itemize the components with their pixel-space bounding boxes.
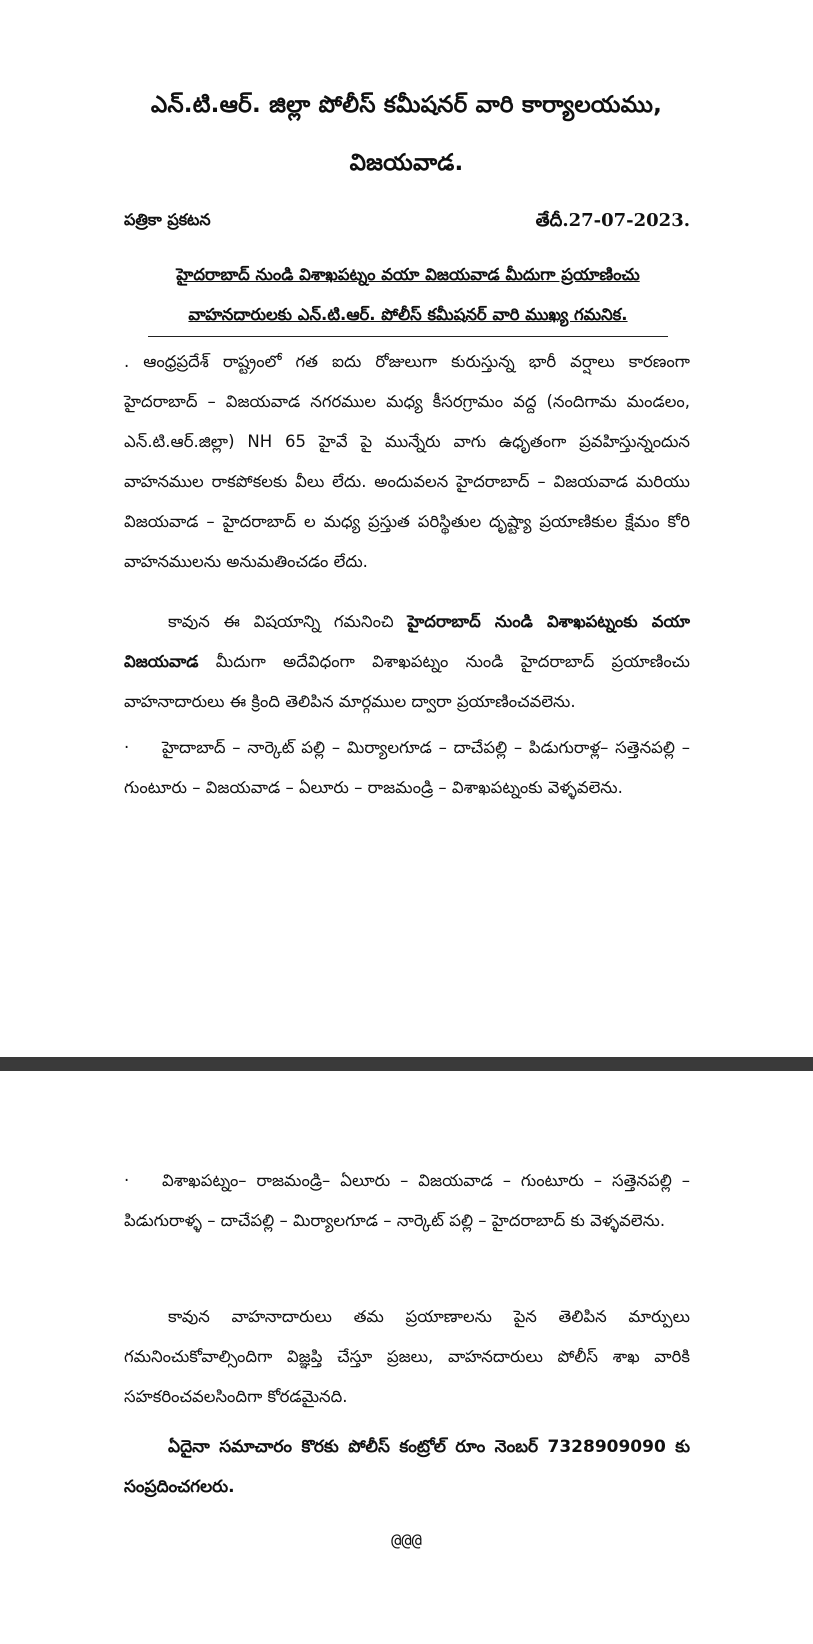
- paragraph-instruction-start: కావున ఈ విషయాన్ని గమనించి: [168, 612, 408, 631]
- paragraph-situation: . ఆంధ్రప్రదేశ్ రాష్ట్రంలో గత ఐదు రోజులుగా కురుస్తున్న భారీ వర్షాలు కారణంగా హైదరాబాద్ – విజయవాడ నగరముల మధ్య కీసరగ్రామం వద్ద (నందిగామ మండలం, ఎన్.టి.ఆర్.జిల్లా) NH 65 హైవే పై మున్నేరు వాగు ఉధృతంగా ప్రవహిస్తున్నందున వాహనముల రాకపోకలకు వీలు లేదు. అందువలన హైదరాబాద్ – విజయవాడ మరియు విజయవాడ – హైదరాబాద్ ల మధ్య ప్రస్తుత పరిస్థితుల దృష్ట్యా ప్రయాణికుల క్షేమం కోరి వాహనములను అనుమతించడం లేదు.: [124, 352, 690, 571]
- bullet-mark: ·: [124, 1171, 130, 1190]
- document-page-2: [0, 1071, 813, 1644]
- bullet-mark: ·: [124, 738, 130, 757]
- subject-line-1: హైదరాబాద్ నుండి విశాఖపట్నం వయా విజయవాడ మీదుగా ప్రయాణించు: [176, 265, 640, 284]
- paragraph-request: [124, 1297, 690, 1417]
- paragraph-request-text: కావున వాహనాదారులు తమ ప్రయాణాలను పైన తెలిపిన మార్పులు గమనించుకోవాల్సిందిగా విజ్ఞప్తి చేస్తూ ప్రజలు, వాహనదారులు పోలీస్ శాఖ వారికి సహకరించవలసిందిగా కోరడమైనది.: [124, 1307, 690, 1406]
- meta-row: [124, 210, 690, 233]
- paragraph-instruction-end: మీదుగా అదేవిధంగా విశాఖపట్నం నుండి హైదరాబాద్ ప్రయాణించు వాహనాదారులు ఈ క్రింది తెలిపిన మార్గముల ద్వారా ప్రయాణించవలెను.: [124, 652, 690, 711]
- subject-divider: [148, 336, 668, 337]
- route-text: హైదాబాద్ – నార్కెట్ పల్లి – మిర్యాలగూడ – దాచేపల్లి – పిడుగురాళ్ల– సత్తెనపల్లి – గుంటూరు – విజయవాడ – ఏలూరు – రాజమండ్రి – విశాఖపట్నంకు వెళ్ళవలెను.: [124, 738, 690, 797]
- route-hyderabad-to-visakhapatnam: [124, 728, 690, 808]
- paragraph-contact-text: ఏదైనా సమాచారం కొరకు పోలీస్ కంట్రోల్ రూం నెంబర్ 7328909090 కు సంప్రదించగలరు.: [124, 1437, 690, 1497]
- paragraph-instruction: [124, 602, 690, 722]
- subject-line-2: వాహనదారులకు ఎన్.టి.ఆర్. పోలీస్ కమీషనర్ వారి ముఖ్య గమనిక.: [188, 305, 628, 324]
- office-title: ఎన్.టి.ఆర్. జిల్లా పోలీస్ కమీషనర్ వారి కార్యాలయము,: [150, 92, 663, 118]
- page-break-bar: [0, 1057, 813, 1071]
- route-visakhapatnam-to-hyderabad: [124, 1161, 690, 1241]
- press-release-label: పత్రికా ప్రకటన: [124, 210, 211, 229]
- paragraph-contact: [124, 1427, 690, 1507]
- paragraph-instruction-bold: హైదరాబాద్ నుండి విశాఖపట్నంకు వయా విజయవాడ: [124, 612, 690, 671]
- closing-mark: @@@: [391, 1531, 422, 1551]
- office-city: విజయవాడ.: [349, 150, 464, 176]
- release-date: తేదీ.27-07-2023.: [535, 210, 690, 231]
- route-text: విశాఖపట్నం– రాజమండ్రి– ఏలూరు – విజయవాడ – గుంటూరు – సత్తెనపల్లి – పిడుగురాళ్ళ – దాచేపల్లి – మిర్యాలగూడ – నార్కెట్ పల్లి – హైదరాబాద్ కు వెళ్ళవలెను.: [124, 1171, 690, 1230]
